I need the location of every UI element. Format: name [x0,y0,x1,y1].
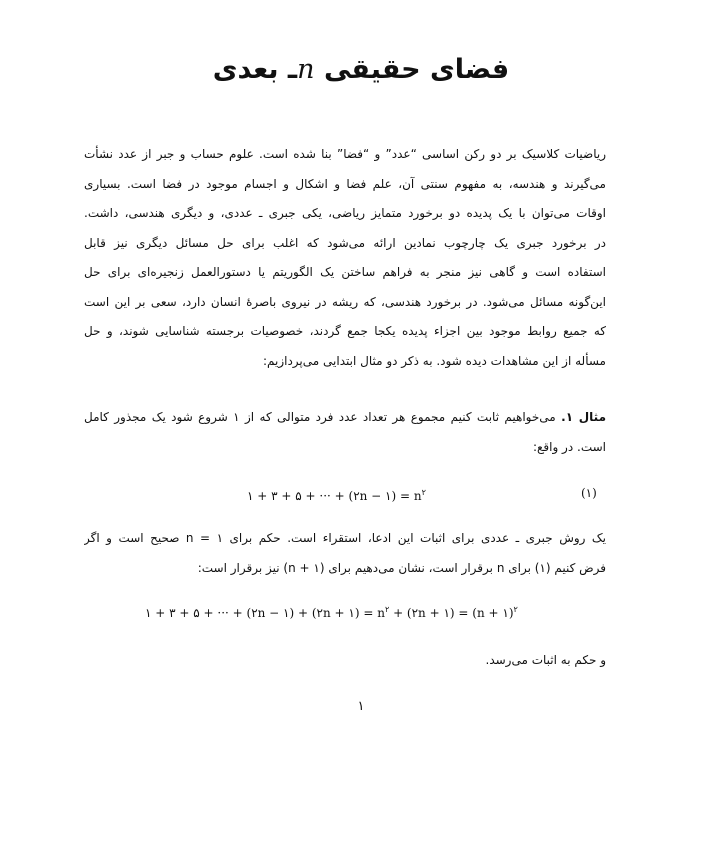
page-title [0,50,722,90]
intro-paragraph [84,140,606,376]
page-number: ۱ [357,699,365,714]
intro-line: در برخورد جبری یک چارچوب نمادین ارائه می‌شود که اغلب برای حل مسائل دیگری نیز قابل [84,235,606,250]
example-line [84,403,606,433]
intro-line: ریاضیات کلاسیک بر دو رکن اساسی “عدد” و “فضا” بنا شده است. علوم حساب و جبر از عدد نشأت [84,147,606,161]
proof-line: یک روش جبری ـ عددی برای اثبات این ادعا، استقراء است. حکم برای n = ۱ صحیح است و اگر [84,531,606,545]
intro-line: اوقات می‌توان با یک پدیده دو برخورد متمایز ریاضی، یکی جبری ـ عددی، و دیگری هندسی، داشت. [84,206,606,220]
equation-2-part2: + (۲n + ۱) = (n + ۱) [389,606,514,620]
example-line: است. در واقع: [532,439,606,454]
equation-1 [247,483,426,506]
intro-line: مسأله از این مشاهدات دیده شود. به ذکر دو مثال ابتدایی می‌پردازیم: [262,353,606,368]
equation-2-exponent-2: ۲ [513,605,518,614]
example-text: می‌خواهیم ثابت کنیم مجموع هر تعداد عدد فرد متوالی که از ۱ شروع شود یک مجذور کامل [84,410,562,424]
intro-line: می‌گیرند و هندسه، به مفهوم سنتی آن، علم فضا و اشکال و اجسام موجود در فضا است. بسیاری [84,176,606,191]
conclusion-line: و حکم به اثبات می‌رسد. [485,653,606,667]
intro-line: این‌گونه مسائل می‌شود. در برخورد هندسی، که ریشه در نیروی باصرهٔ انسان دارد، سعی بر این است [84,294,606,309]
equation-1-lhs: ۱ + ۳ + ۵ + ··· + (۲n − ۱) = n [247,489,422,503]
intro-line: استفاده است و گاهی نیز منجر به فراهم ساختن یک الگوریتم یا دستورالعمل زنجیره‌ای برای حل [84,265,606,279]
title-math-n: n [297,54,315,85]
equation-2-exponent-1: ۲ [384,605,390,614]
proof-line: فرض کنیم (۱) برای n برقرار است، نشان می‌دهیم برای (n + ۱) نیز برقرار است: [197,560,606,575]
equation-2-part1: ۱ + ۳ + ۵ + ··· + (۲n − ۱) + (۲n + ۱) = n [145,606,385,620]
title-text-before: فضای حقیقی [314,54,510,85]
title-text-after: ـ بعدی [212,54,298,85]
conclusion-paragraph [84,646,606,676]
intro-line: که جمیع روابط موجود بین اجزاء پدیده یکجا جمع گردند، خصوصیات برجسته شناسایی شوند، و حل [84,324,606,338]
equation-2 [145,600,518,623]
equation-1-exponent: ۲ [421,488,426,497]
example-label: مثال ۱. [561,410,606,424]
equation-1-number: (۱) [581,486,597,500]
example-paragraph [84,403,606,462]
proof-paragraph [84,524,606,583]
